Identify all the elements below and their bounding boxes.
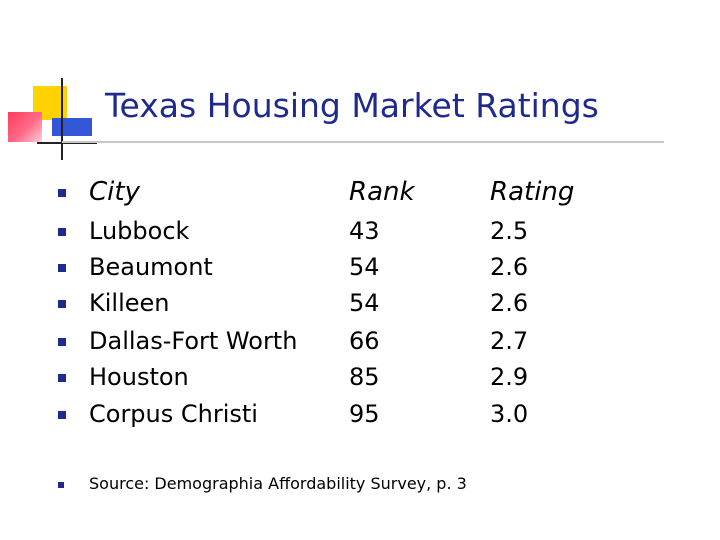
cell-city: Houston — [89, 363, 189, 391]
header-rank: Rank — [349, 177, 415, 207]
bullet-icon — [58, 338, 66, 346]
cell-rank: 66 — [349, 327, 380, 355]
bullet-icon — [58, 482, 64, 488]
source-citation: Source: Demographia Affordability Survey, p. 3 — [89, 474, 467, 493]
table-row — [0, 359, 720, 395]
table-row — [0, 396, 720, 432]
bullet-icon — [58, 264, 66, 272]
cell-rating: 2.6 — [490, 289, 529, 317]
cell-city: Beaumont — [89, 253, 213, 281]
bullet-icon — [58, 189, 66, 197]
slide-title: Texas Housing Market Ratings — [105, 86, 599, 125]
cell-rank: 54 — [349, 289, 380, 317]
cell-city: Dallas-Fort Worth — [89, 327, 298, 355]
header-city: City — [89, 177, 140, 207]
title-divider — [62, 141, 664, 143]
slide-logo — [0, 0, 120, 170]
cell-rank: 85 — [349, 363, 380, 391]
logo-red-square — [8, 112, 42, 142]
table-row — [0, 213, 720, 249]
bullet-icon — [58, 228, 66, 236]
bullet-icon — [58, 300, 66, 308]
cell-city: Killeen — [89, 289, 170, 317]
cell-rating: 2.9 — [490, 363, 529, 391]
logo-blue-bar — [52, 118, 92, 136]
cell-rating: 2.5 — [490, 217, 529, 245]
logo-vertical-line — [61, 78, 63, 160]
cell-rank: 95 — [349, 400, 380, 428]
header-rating: Rating — [490, 177, 575, 207]
cell-rank: 54 — [349, 253, 380, 281]
cell-rating: 2.6 — [490, 253, 529, 281]
table-row — [0, 323, 720, 359]
cell-rank: 43 — [349, 217, 380, 245]
bullet-icon — [58, 411, 66, 419]
cell-city: Corpus Christi — [89, 400, 258, 428]
table-row — [0, 285, 720, 321]
cell-rating: 3.0 — [490, 400, 529, 428]
cell-city: Lubbock — [89, 217, 190, 245]
table-header-row — [0, 174, 720, 210]
cell-rating: 2.7 — [490, 327, 529, 355]
bullet-icon — [58, 374, 66, 382]
table-row — [0, 249, 720, 285]
